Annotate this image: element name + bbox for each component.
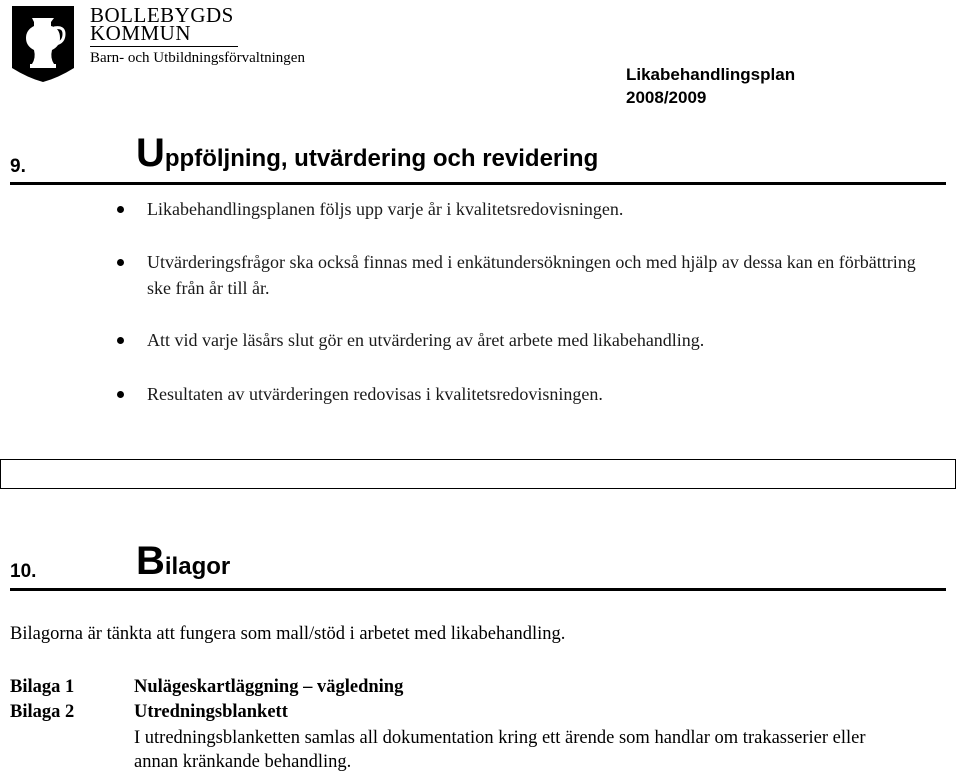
department-name: Barn- och Utbildningsförvaltningen [90, 50, 305, 66]
bullet-icon [117, 391, 124, 398]
attachment-2-description: I utredningsblanketten samlas all dokumentation kring ett ärende som handlar om trakasserier eller annan kränkande behandling. [134, 728, 866, 772]
document-year: 2008/2009 [626, 88, 707, 107]
bullet-item-2: Utvärderingsfrågor ska också finnas med i enkätundersökningen och med hjälp av dessa kan en förbättring ske från år till år. [147, 252, 916, 298]
attachment-1-title: Nulägeskartläggning – vägledning [134, 677, 404, 697]
org-name-line1: BOLLEBYGDS [90, 3, 234, 27]
section-10-heading-rest: ilagor [164, 553, 231, 580]
document-title: Likabehandlingsplan [626, 65, 796, 84]
section-9-rule [10, 182, 946, 185]
attachment-2-title: Utredningsblankett [134, 702, 288, 722]
section-10-rule [10, 588, 946, 591]
empty-frame [0, 459, 956, 489]
bullet-item-4: Resultaten av utvärderingen redovisas i kvalitetsredovisningen. [147, 384, 603, 404]
section-10-number: 10. [10, 561, 37, 582]
attachment-2-label: Bilaga 2 [10, 702, 75, 722]
section-9-heading-rest: ppföljning, utvärdering och revidering [164, 145, 599, 172]
section-10-heading-initial: B [136, 539, 165, 583]
section-9-heading-initial: U [136, 131, 165, 175]
attachment-1-label: Bilaga 1 [10, 677, 75, 697]
section-9-heading [136, 131, 599, 175]
bullet-icon [117, 259, 124, 266]
attachments-intro: Bilagorna är tänkta att fungera som mall/stöd i arbetet med likabehandling. [10, 624, 566, 644]
bullet-icon [117, 337, 124, 344]
org-divider [90, 46, 238, 47]
bullet-item-3: Att vid varje läsårs slut gör en utvärdering av året arbete med likabehandling. [147, 330, 705, 350]
jug-logo-icon [10, 4, 76, 82]
section-10-heading [136, 539, 231, 583]
bullet-icon [117, 206, 124, 213]
section-9-number: 9. [10, 156, 26, 177]
bullet-item-1: Likabehandlingsplanen följs upp varje år i kvalitetsredovisningen. [147, 199, 624, 219]
org-name-line2: KOMMUN [90, 21, 192, 45]
